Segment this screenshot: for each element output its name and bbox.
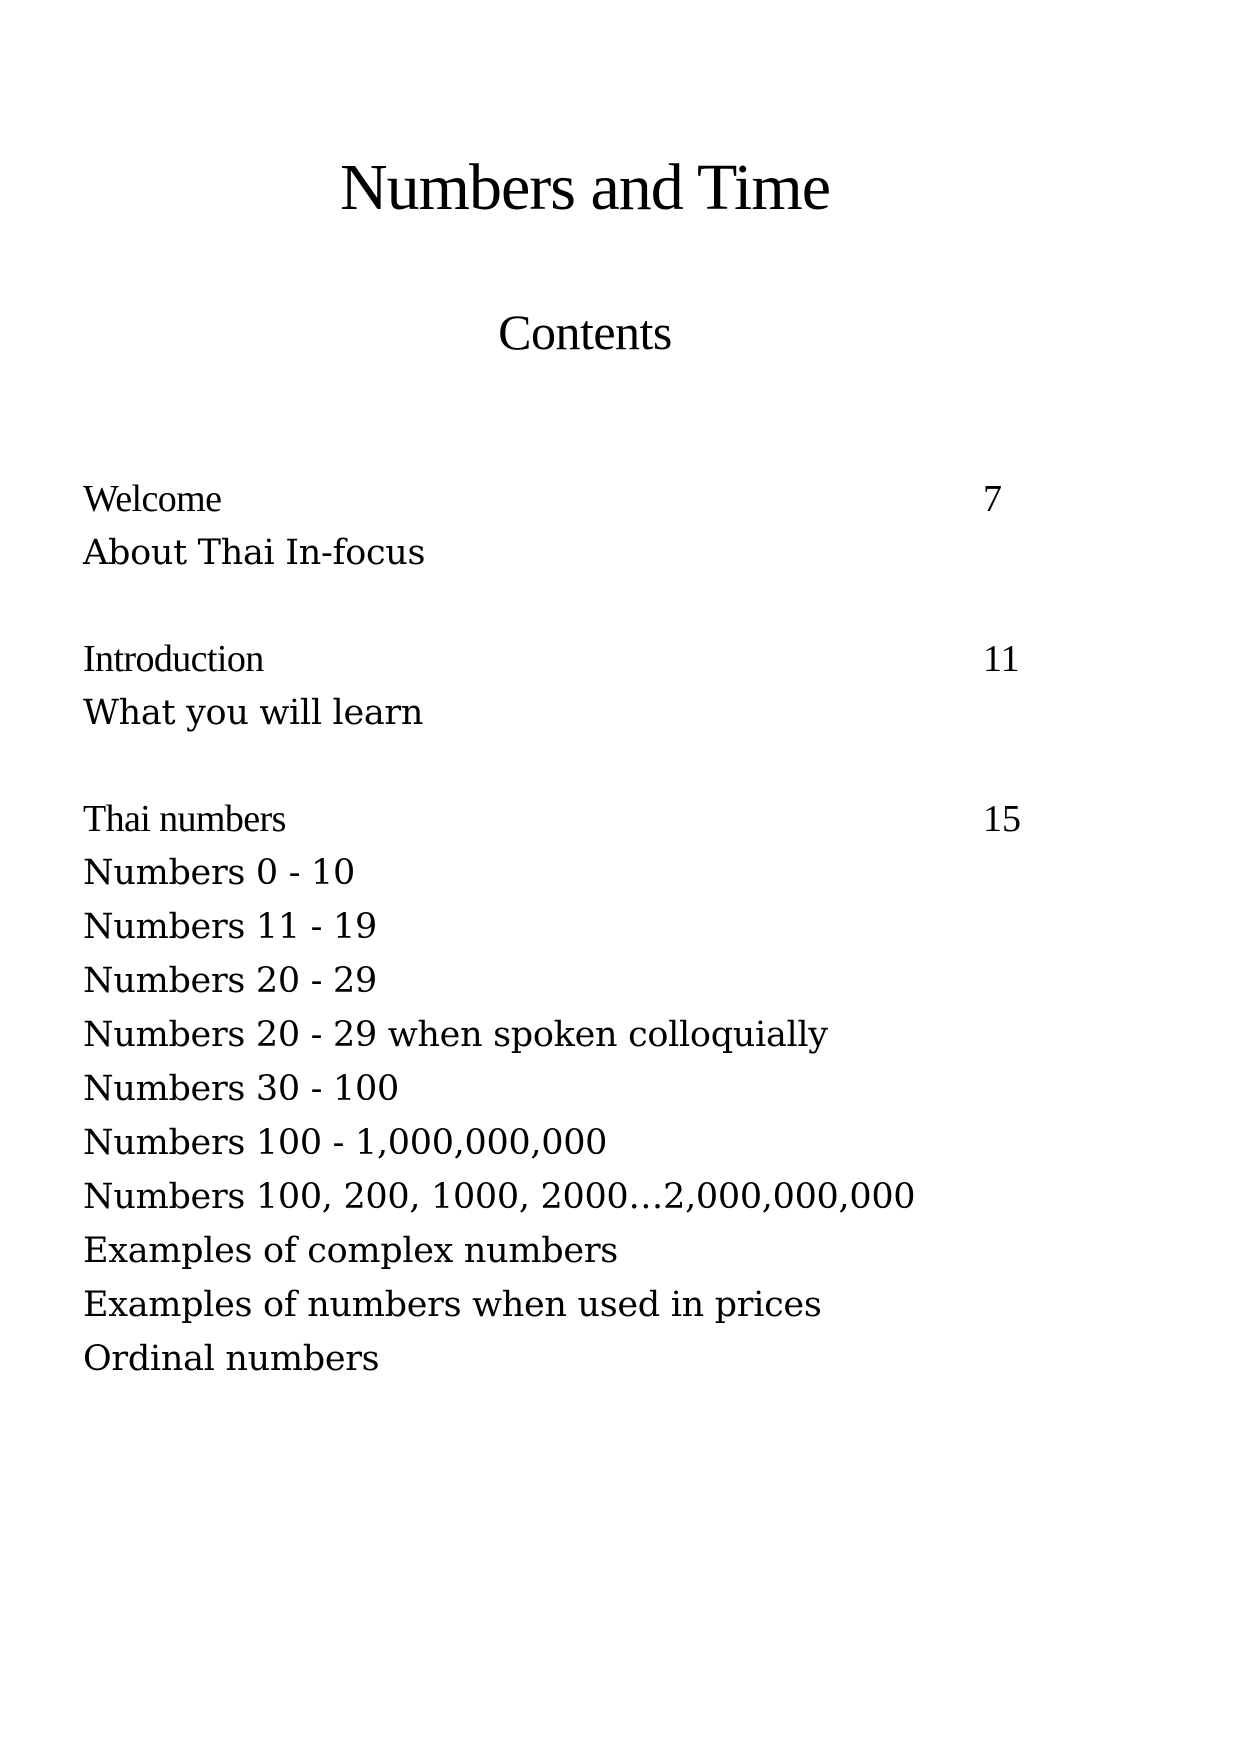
- toc-page-number: 7: [983, 478, 1002, 520]
- toc-entry: Numbers 100, 200, 1000, 2000…2,000,000,000: [83, 1177, 916, 1217]
- toc-section-thai-numbers: [83, 792, 1043, 1386]
- toc-section-welcome: [83, 472, 1043, 580]
- toc-section-header: [83, 792, 1043, 846]
- toc-entry: Ordinal numbers: [83, 1339, 380, 1379]
- toc-section-header: [83, 632, 1043, 686]
- toc-page-number: 15: [983, 798, 1021, 840]
- toc-section-header: [83, 472, 1043, 526]
- contents-heading: Contents: [498, 304, 672, 360]
- toc-entry: Numbers 20 - 29 when spoken colloquially: [83, 1015, 828, 1055]
- toc-entry: Numbers 30 - 100: [83, 1069, 399, 1109]
- toc-entry: What you will learn: [83, 693, 424, 733]
- toc-entry: Numbers 0 - 10: [83, 853, 355, 893]
- toc-entry: Numbers 11 - 19: [83, 907, 377, 947]
- toc-entry: Numbers 100 - 1,000,000,000: [83, 1123, 608, 1163]
- toc-entry: Examples of numbers when used in prices: [83, 1285, 822, 1325]
- toc-entry: Examples of complex numbers: [83, 1231, 618, 1271]
- toc-section-title: Welcome: [83, 478, 222, 520]
- toc-section-introduction: [83, 632, 1043, 740]
- table-of-contents: [83, 472, 1043, 1438]
- document-title: Numbers and Time: [339, 151, 831, 224]
- toc-page-number: 11: [983, 638, 1020, 680]
- toc-entry: Numbers 20 - 29: [83, 961, 377, 1001]
- toc-section-title: Thai numbers: [83, 798, 286, 840]
- toc-section-title: Introduction: [83, 638, 264, 680]
- toc-entry: About Thai In-focus: [83, 533, 426, 573]
